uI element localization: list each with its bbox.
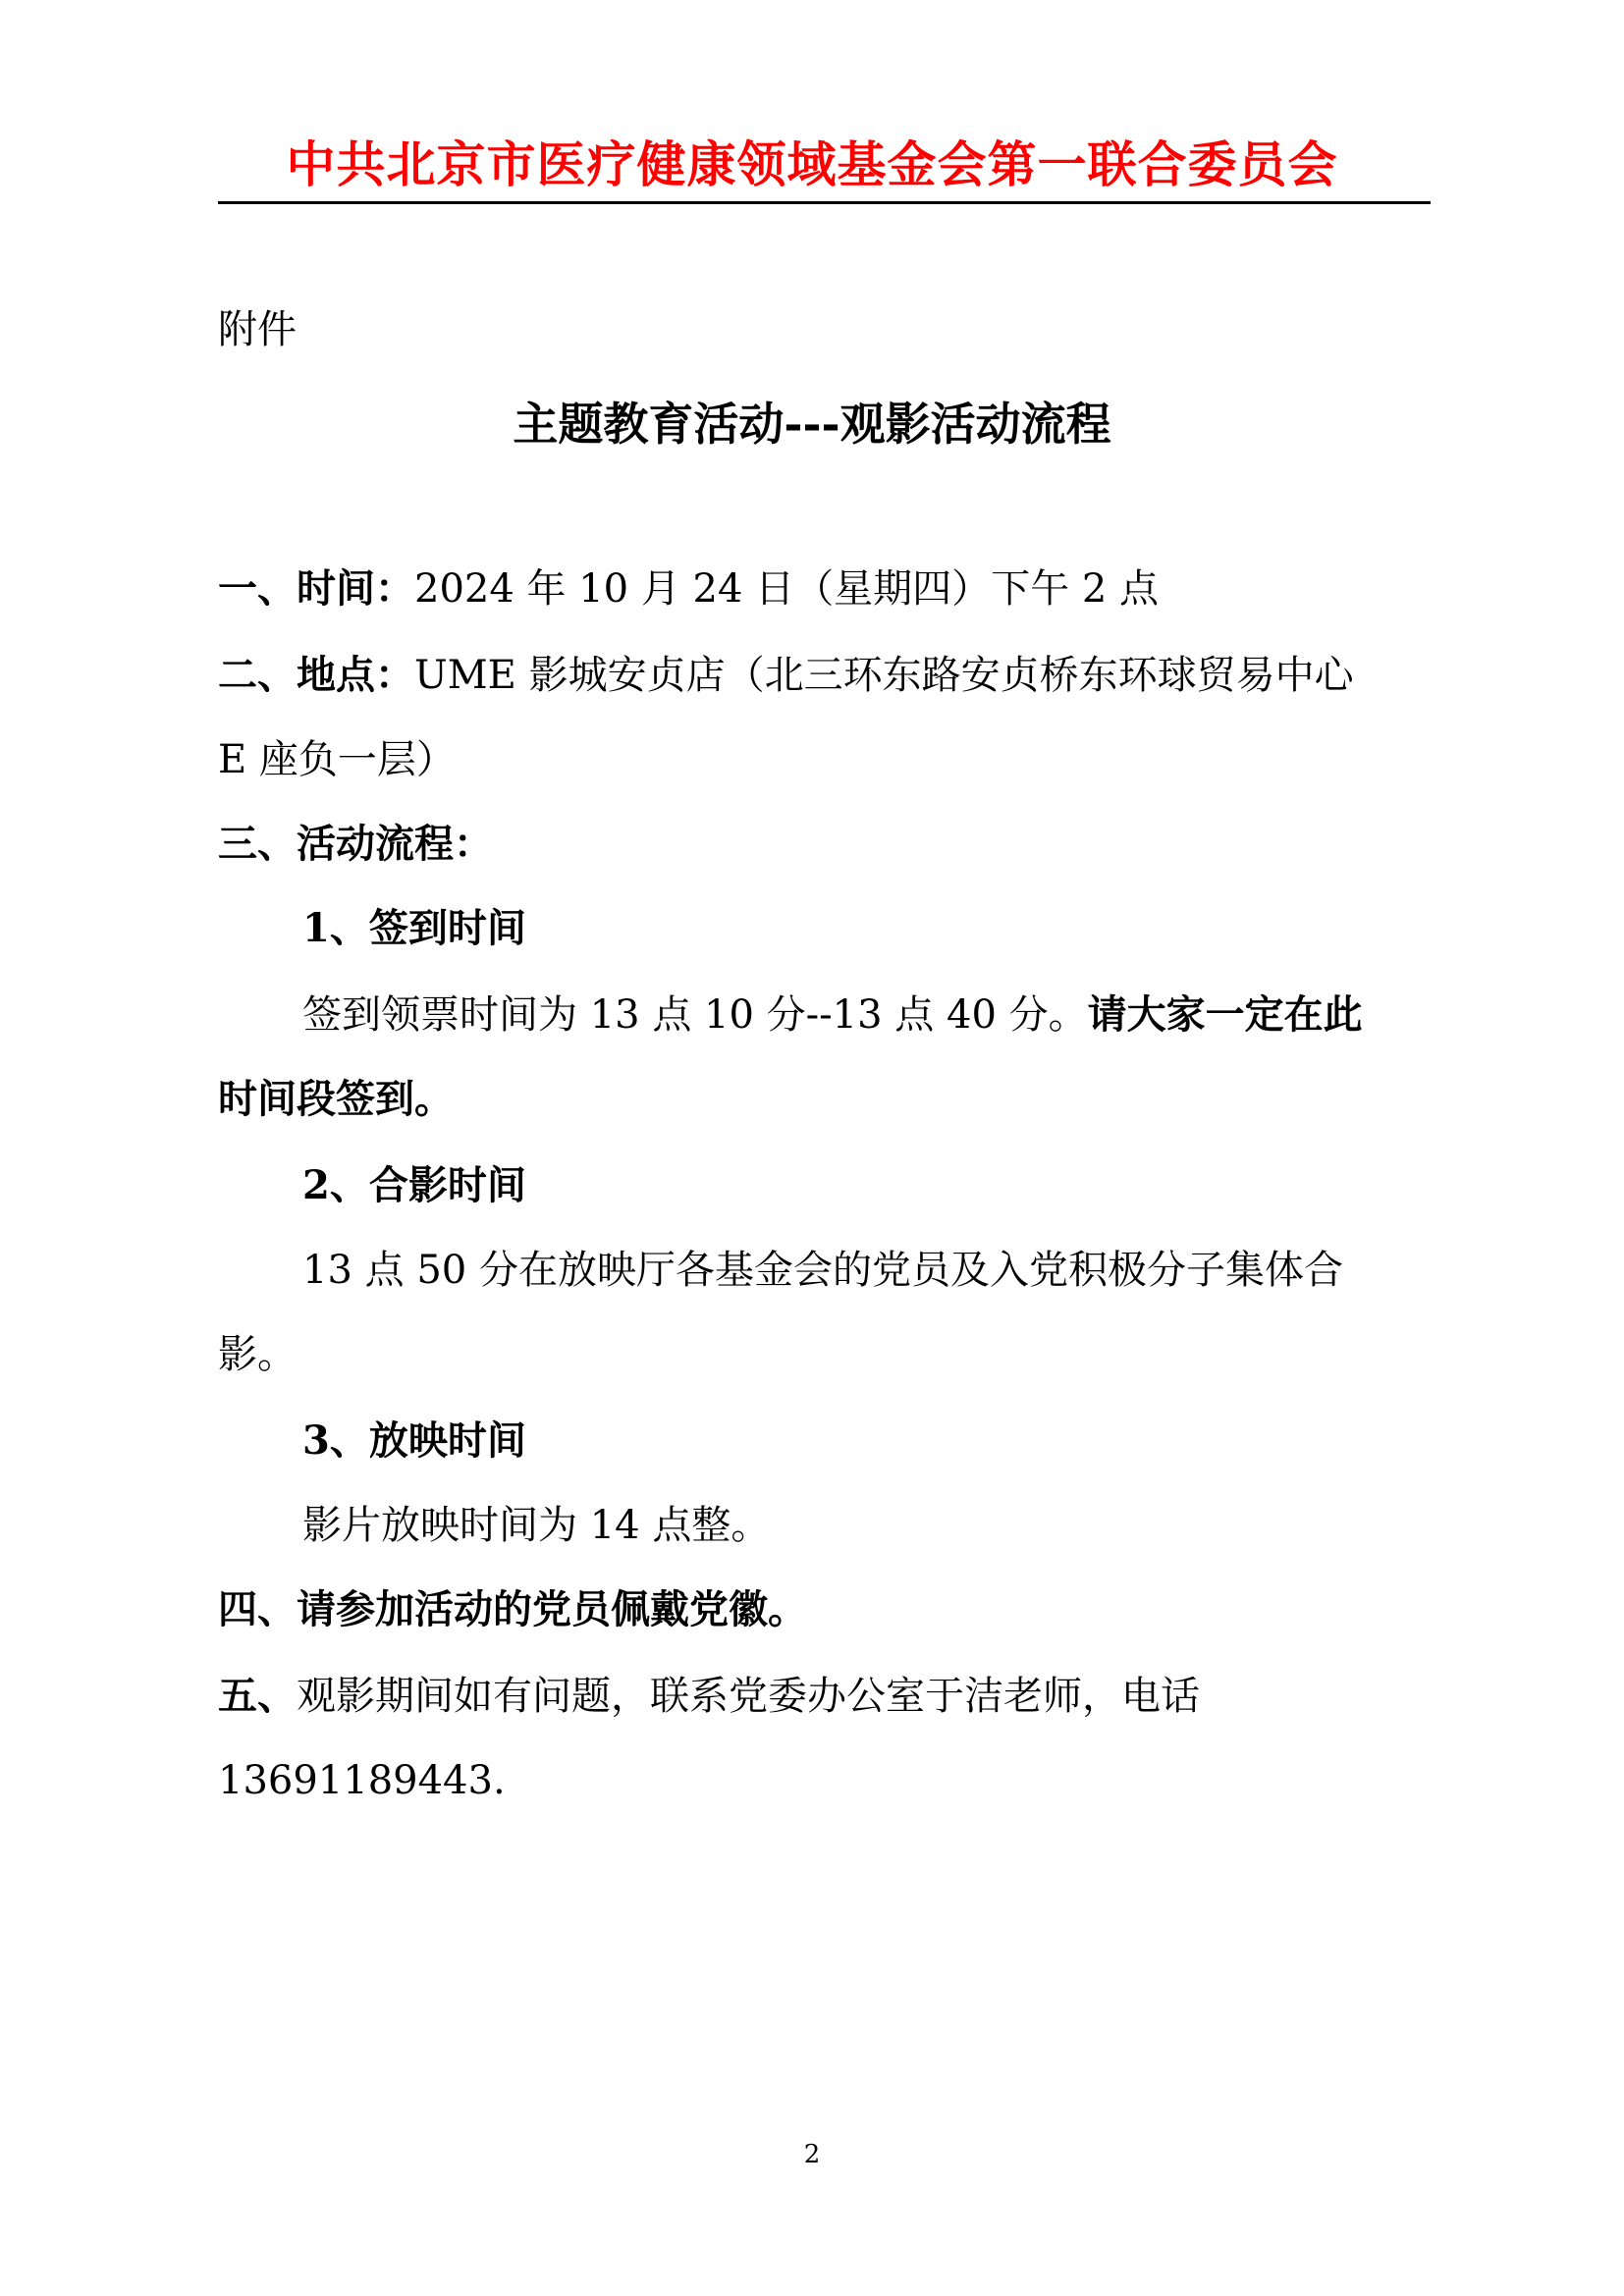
item-location-label: 二、地点： <box>218 652 414 698</box>
sub-photo-text-line1: 13 点 50 分在放映厅各基金会的党员及入党积极分子集体合 <box>302 1248 1343 1293</box>
item-location-text-line1: UME 影城安贞店（北三环东路安贞桥东环球贸易中心 <box>414 653 1354 698</box>
sub-checkin-text <box>302 991 1363 1039</box>
sub-checkin-text-emphasis: 请大家一定在此 <box>1087 991 1363 1038</box>
page-number: 2 <box>803 2140 821 2169</box>
item-process-label: 三、活动流程： <box>218 821 493 867</box>
item-badge-notice: 四、请参加活动的党员佩戴党徽。 <box>218 1586 807 1632</box>
document-title: 主题教育活动---观影活动流程 <box>513 398 1111 451</box>
sub-checkin-emphasis-line2: 时间段签到。 <box>218 1076 454 1122</box>
sub-photo-text-line2: 影。 <box>218 1332 297 1377</box>
item-time-label: 一、时间： <box>218 565 414 612</box>
sub-checkin-text-plain: 签到领票时间为 13 点 10 分--13 点 40 分。 <box>302 992 1088 1038</box>
item-time <box>218 565 1159 613</box>
item-location-text-line2: E 座负一层） <box>218 737 456 782</box>
item-time-text: 2024 年 10 月 24 日（星期四）下午 2 点 <box>414 566 1160 612</box>
sub-checkin-title: 1、签到时间 <box>302 905 526 951</box>
header-divider <box>218 201 1431 204</box>
sub-screening-text: 影片放映时间为 14 点整。 <box>302 1503 771 1548</box>
sub-screening-title: 3、放映时间 <box>302 1417 526 1464</box>
item-location <box>218 652 1354 699</box>
item-contact-label: 五、 <box>218 1673 297 1719</box>
organization-header: 中共北京市医疗健康领域基金会第一联合委员会 <box>286 136 1338 193</box>
item-contact-text-line1: 观影期间如有问题，联系党委办公室于洁老师，电话 <box>297 1674 1200 1719</box>
item-contact-phone: 13691189443. <box>218 1758 506 1803</box>
sub-photo-title: 2、合影时间 <box>302 1162 526 1208</box>
item-contact <box>218 1673 1200 1720</box>
attachment-label: 附件 <box>218 307 297 352</box>
